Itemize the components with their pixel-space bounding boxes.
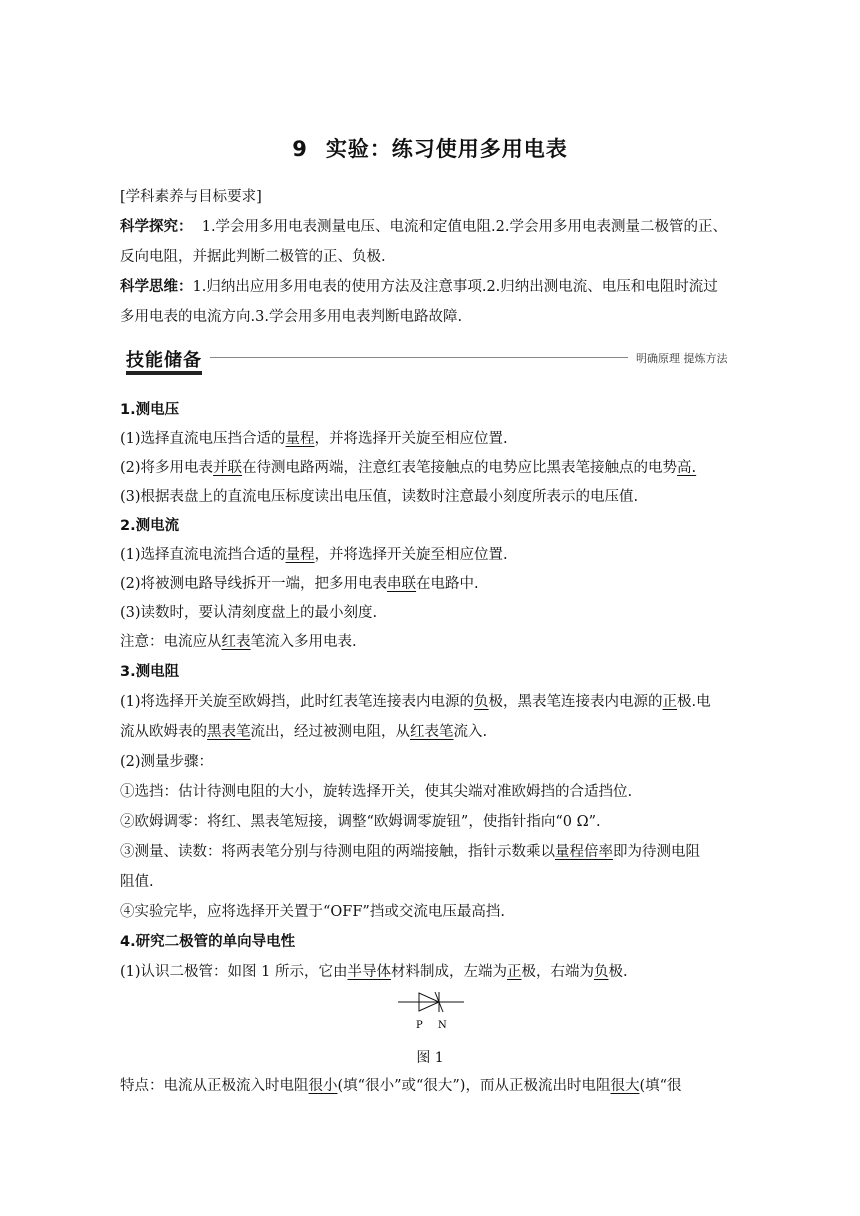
section3-heading: 3.测电阻	[120, 664, 180, 680]
thinking-text-1: 1.归纳出应用多用电表的使用方法及注意事项.2.归纳出测电流、电压和电阻时流过	[192, 279, 718, 295]
section2-heading: 2.测电流	[120, 518, 180, 534]
blank-answer: 并联	[213, 460, 243, 476]
diode-figure	[396, 988, 466, 1038]
s3-line4: ①选挡：估计待测电阻的大小，旋转选择开关，使其尖端对准欧姆挡的合适挡位.	[120, 784, 633, 800]
inquiry-label: 科学探究：	[120, 219, 193, 235]
title-text: 实验：练习使用多用电表	[325, 137, 568, 161]
blank-answer: 串联	[387, 576, 417, 592]
blank-answer: 正	[662, 694, 678, 710]
blank-answer: 正	[506, 964, 522, 980]
skill-banner	[120, 344, 740, 378]
goals-thinking-line2: 多用电表的电流方向.3.学会用多用电表判断电路故障.	[120, 309, 463, 325]
blank-answer: 红表	[221, 634, 251, 650]
s2-line1: (1)选择直流电流挡合适的量程，并将选择开关旋至相应位置.	[120, 547, 508, 563]
s3-line1: (1)将选择开关旋至欧姆挡，此时红表笔连接表内电源的负极，黑表笔连接表内电源的正极.电	[120, 694, 711, 710]
blank-answer: 很小	[308, 1078, 338, 1094]
blank-answer: 红表笔	[410, 724, 454, 740]
page-title	[0, 133, 860, 163]
section4-heading: 4.研究二极管的单向导电性	[120, 934, 296, 950]
s4-line2: 特点：电流从正极流入时电阻很小(填“很小”或“很大”)，而从正极流出时电阻很大(填“很	[120, 1078, 682, 1094]
blank-answer: 半导体	[347, 964, 391, 980]
blank-answer: 负	[593, 964, 609, 980]
s2-line3: (3)读数时，要认清刻度盘上的最小刻度.	[120, 605, 378, 621]
blank-answer: 高.	[677, 460, 697, 476]
blank-answer: 很大	[610, 1078, 640, 1094]
blank-answer: 黑表笔	[207, 724, 251, 740]
s2-note: 注意：电流应从红表笔流入多用电表.	[120, 634, 357, 650]
skill-banner-title: 技能储备	[126, 350, 202, 371]
inquiry-text-1: 1.学会用多用电表测量电压、电流和定值电阻.2.学会用多用电表测量二极管的正、	[192, 219, 727, 235]
title-number: 9	[292, 137, 308, 161]
blank-answer: 量程	[285, 431, 315, 447]
s3-line6: ③测量、读数：将两表笔分别与待测电阻的两端接触，指针示数乘以量程倍率即为待测电阻	[120, 844, 700, 860]
s1-line2: (2)将多用电表并联在待测电路两端，注意红表笔接触点的电势应比黑表笔接触点的电势高.	[120, 460, 697, 476]
blank-answer: 量程倍率	[555, 844, 613, 860]
section1-heading: 1.测电压	[120, 402, 180, 418]
blank-answer: 负	[474, 694, 489, 710]
goals-header: [学科素养与目标要求]	[120, 189, 262, 205]
goals-inquiry-line2: 反向电阻，并据此判断二极管的正、负极.	[120, 249, 386, 265]
diode-label-p: P	[416, 1020, 423, 1031]
goals-inquiry-line1	[120, 217, 740, 237]
s1-line3: (3)根据表盘上的直流电压标度读出电压值，读数时注意最小刻度所表示的电压值.	[120, 489, 639, 505]
s2-line2: (2)将被测电路导线拆开一端，把多用电表串联在电路中.	[120, 576, 479, 592]
s1-line1: (1)选择直流电压挡合适的量程，并将选择开关旋至相应位置.	[120, 431, 508, 447]
blank-answer: 量程	[285, 547, 315, 563]
s4-line1: (1)认识二极管：如图 1 所示，它由半导体材料制成，左端为正极，右端为负极.	[120, 964, 628, 980]
s3-line5: ②欧姆调零：将红、黑表笔短接，调整“欧姆调零旋钮”，使指针指向“0 Ω”.	[120, 814, 601, 830]
diode-label-n: N	[438, 1020, 447, 1031]
thinking-label: 科学思维：	[120, 279, 193, 295]
goals-thinking-line1	[120, 277, 740, 297]
s3-line3: (2)测量步骤：	[120, 754, 214, 770]
s3-line2: 流从欧姆表的黑表笔流出，经过被测电阻，从红表笔流入.	[120, 724, 488, 740]
skill-banner-rule	[210, 357, 628, 358]
skill-banner-subtitle: 明确原理 提炼方法	[636, 352, 728, 365]
skill-banner-underline	[126, 371, 202, 375]
s3-line7: 阻值.	[120, 874, 154, 890]
s3-line8: ④实验完毕，应将选择开关置于“OFF”挡或交流电压最高挡.	[120, 904, 505, 920]
figure-caption: 图 1	[416, 1050, 444, 1066]
